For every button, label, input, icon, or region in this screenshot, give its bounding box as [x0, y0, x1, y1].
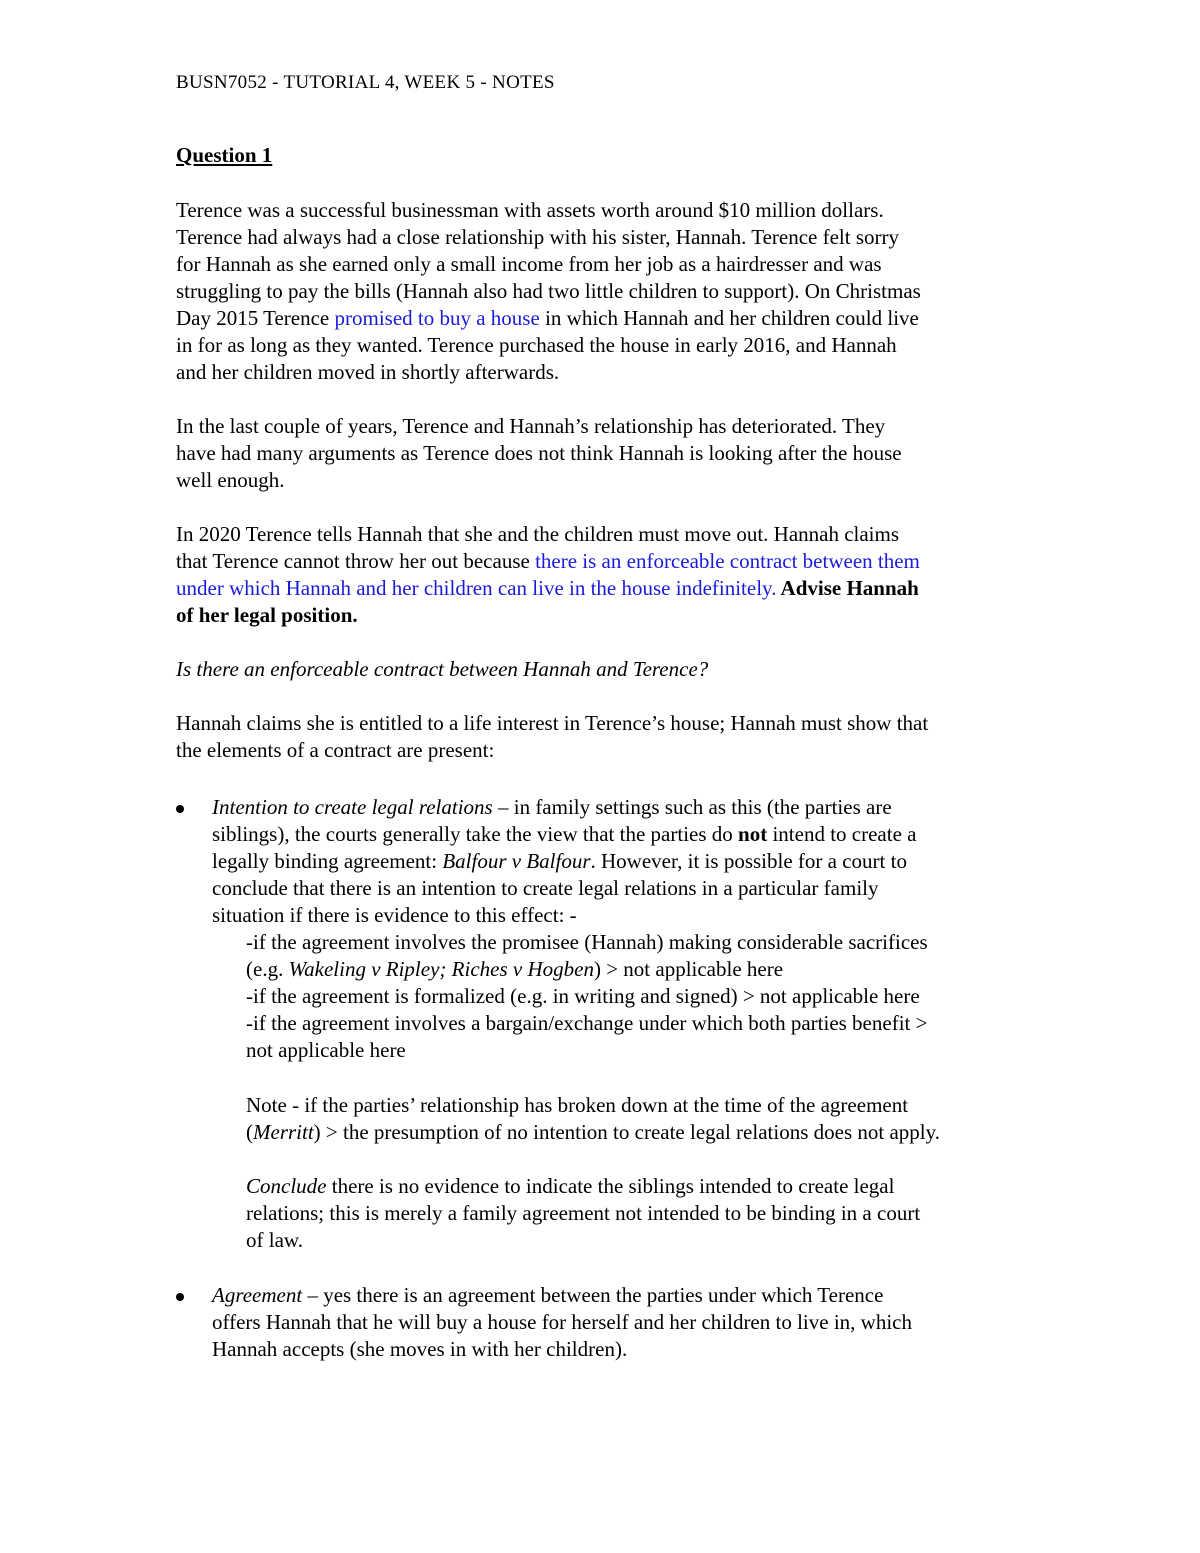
- text-line: Terence was a successful businessman with assets worth around $10 million dollars.: [176, 198, 884, 222]
- scenario-paragraph-3: [176, 521, 1046, 629]
- text-line: In the last couple of years, Terence and Hannah’s relationship has deteriorated. They: [176, 414, 886, 438]
- text-segment: – in family settings such as this (the parties are: [492, 795, 892, 819]
- bullet-icon: [176, 1293, 184, 1301]
- text-line: [212, 794, 1042, 821]
- text-line: relations; this is merely a family agreement not intended to be binding in a court: [246, 1201, 921, 1225]
- document-header: BUSN7052 - TUTORIAL 4, WEEK 5 - NOTES: [176, 72, 555, 93]
- bullet-text: [212, 794, 1042, 929]
- text-line: situation if there is evidence to this effect: -: [212, 903, 577, 927]
- note-block: [246, 1092, 1046, 1146]
- text-segment: (: [246, 1120, 253, 1144]
- text-line: Note - if the parties’ relationship has broken down at the time of the agreement: [246, 1093, 909, 1117]
- highlighted-promise: promised to buy a house: [334, 306, 540, 330]
- text-segment: ) > the presumption of no intention to create legal relations does not apply.: [313, 1120, 940, 1144]
- text-line: [212, 821, 1042, 848]
- question-title: Question 1: [176, 143, 273, 167]
- bullet-text: [212, 1282, 1042, 1363]
- text-line: -if the agreement involves the promisee (Hannah) making considerable sacrifices: [246, 930, 928, 954]
- text-segment: – yes there is an agreement between the parties under which Terence: [302, 1283, 884, 1307]
- task-instruction: Advise Hannah: [776, 576, 919, 600]
- text-line: Hannah accepts (she moves in with her children).: [212, 1337, 628, 1361]
- scenario-paragraph-2: [176, 413, 1046, 494]
- text-segment: Day 2015 Terence: [176, 306, 335, 330]
- text-segment: siblings), the courts generally take the view that the parties do: [212, 822, 739, 846]
- text-segment: . However, it is possible for a court to: [590, 849, 907, 873]
- task-instruction: of her legal position.: [176, 603, 358, 627]
- text-line: Terence had always had a close relationship with his sister, Hannah. Terence felt sorry: [176, 225, 899, 249]
- text-line: of law.: [246, 1228, 303, 1252]
- text-line: [212, 1282, 1042, 1309]
- conclusion-label: Conclude: [246, 1174, 327, 1198]
- emphasis: not: [738, 822, 768, 846]
- text-line: have had many arguments as Terence does not think Hannah is looking after the house: [176, 441, 902, 465]
- highlighted-claim: under which Hannah and her children can live in the house indefinitely.: [176, 576, 777, 600]
- text-line: [246, 956, 1046, 983]
- scenario-paragraph-1: [176, 197, 1046, 386]
- text-line: and her children moved in shortly afterwards.: [176, 360, 560, 384]
- text-line: for Hannah as she earned only a small income from her job as a hairdresser and was: [176, 252, 882, 276]
- text-segment: (e.g.: [246, 957, 289, 981]
- text-line: Hannah claims she is entitled to a life interest in Terence’s house; Hannah must show that: [176, 711, 929, 735]
- case-name: Wakeling v Ripley; Riches v Hogben: [288, 957, 594, 981]
- text-segment: legally binding agreement:: [212, 849, 443, 873]
- text-line: the elements of a contract are present:: [176, 738, 495, 762]
- text-line: [176, 305, 1046, 332]
- case-name: Merritt: [253, 1120, 314, 1144]
- element-heading: Agreement: [212, 1283, 303, 1307]
- text-segment: ) > not applicable here: [593, 957, 784, 981]
- text-segment: that Terence cannot throw her out because: [176, 549, 536, 573]
- text-line: [246, 1119, 1046, 1146]
- analysis-paragraph: [176, 710, 1046, 764]
- text-line: struggling to pay the bills (Hannah also had two little children to support). On Christmas: [176, 279, 921, 303]
- text-line: offers Hannah that he will buy a house for herself and her children to live in, which: [212, 1310, 912, 1334]
- bullet-icon: [176, 805, 184, 813]
- text-line: [176, 548, 1046, 575]
- text-line: in for as long as they wanted. Terence purchased the house in early 2016, and Hannah: [176, 333, 897, 357]
- element-heading: Intention to create legal relations: [212, 795, 493, 819]
- text-line: not applicable here: [246, 1038, 406, 1062]
- text-segment: in which Hannah and her children could live: [539, 306, 919, 330]
- text-line: [246, 1173, 1046, 1200]
- text-segment: there is no evidence to indicate the siblings intended to create legal: [326, 1174, 895, 1198]
- text-line: [212, 848, 1042, 875]
- text-line: conclude that there is an intention to create legal relations in a particular family: [212, 876, 879, 900]
- issue-question: Is there an enforceable contract between Hannah and Terence?: [176, 657, 709, 681]
- highlighted-claim: there is an enforceable contract between them: [535, 549, 920, 573]
- text-line: In 2020 Terence tells Hannah that she and the children must move out. Hannah claims: [176, 522, 900, 546]
- conclusion-block: [246, 1173, 1046, 1254]
- text-line: well enough.: [176, 468, 285, 492]
- sub-points: [246, 929, 1046, 1064]
- text-segment: intend to create a: [767, 822, 917, 846]
- text-line: -if the agreement involves a bargain/exchange under which both parties benefit >: [246, 1011, 928, 1035]
- case-name: Balfour v Balfour: [442, 849, 591, 873]
- text-line: [176, 575, 1046, 602]
- text-line: -if the agreement is formalized (e.g. in writing and signed) > not applicable here: [246, 984, 920, 1008]
